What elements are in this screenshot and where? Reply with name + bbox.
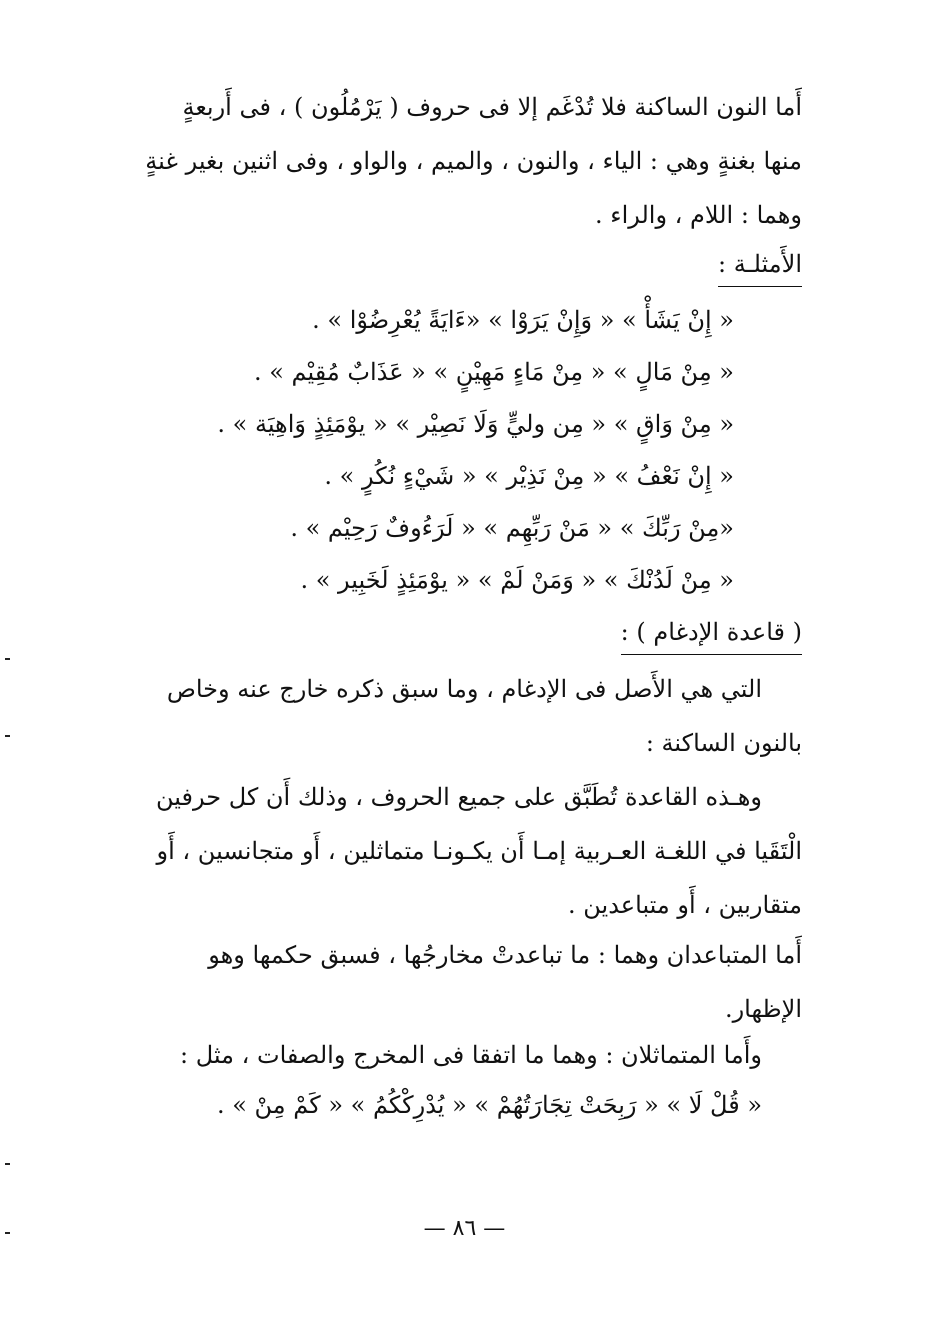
- margin-mark: [5, 735, 10, 737]
- intro-line-2: منها بغنةٍ وهي : الياء ، والنون ، والميم ، والواو ، وفى اثنين بغير غنةٍ: [145, 147, 802, 175]
- distant-paragraph: [117, 928, 802, 1036]
- examples-list: [217, 294, 734, 606]
- example-line-3: « مِنْ وَاقٍ » « مِن وليٍّ وَلَا نَصِيْر » « يوْمَئِذٍ وَاهِيَة » .: [217, 410, 734, 438]
- margin-mark: [5, 658, 10, 660]
- letters-paragraph: [117, 770, 802, 932]
- intro-line-3: وهما : اللام ، والراء .: [595, 201, 802, 229]
- example-line-2: « مِنْ مَالٍ » « مِنْ مَاءٍ مَهِيْنٍ » « عَذَابٌ مُقِيْم » .: [253, 358, 734, 386]
- letters-line-2: الْتَقَيا في اللغـة العـربية إمـا أَن يكـونـا متماثلين ، أَو متجانسين ، أَو: [156, 837, 802, 865]
- intro-paragraph: [117, 80, 802, 242]
- distant-line-1: أَما المتباعدان وهما : ما تباعدتْ مخارجُها ، فسبق حكمها وهو: [208, 941, 802, 969]
- page-number: — ٨٦ —: [423, 1216, 506, 1241]
- identical-line-2: « قُلْ لَا » « رَبِحَتْ تِجَارَتُهُمْ » « يُدْرِكْكُمُ » « كَمْ مِنْ » .: [216, 1091, 762, 1119]
- margin-mark: [5, 1163, 10, 1165]
- distant-line-2: الإظهار.: [724, 995, 802, 1023]
- example-line-5: «مِنْ رَبِّكَ » « مَنْ رَبِّهِم » « لَرَءُوفٌ رَحِيْم » .: [290, 514, 734, 542]
- margin-mark: [5, 1232, 10, 1234]
- example-line-6: « مِنْ لَدُنْكَ » « وَمَنْ لَمْ » « يوْمَئِذٍ لَخَبِير » .: [300, 566, 734, 594]
- rule-paragraph: [117, 662, 802, 770]
- example-line-4: « إِنْ نَعْفُ » « مِنْ نَذِيْر » « شَيْءٍ نُكُرٍ » .: [324, 462, 734, 490]
- letters-line-3: متقاربين ، أَو متباعدين .: [568, 891, 802, 919]
- rule-heading: ( قاعدة الإدغام ) :: [621, 612, 802, 655]
- example-line-1: « إِنْ يَشَأْ » « وَإِنْ يَرَوْا » «ءَايَةً يُعْرِضُوْا » .: [312, 306, 734, 334]
- identical-line-1: وأَما المتماثلان : وهما ما اتفقا فى المخرج والصفات ، مثل :: [180, 1041, 762, 1069]
- identical-paragraph: [117, 1030, 802, 1130]
- rule-line-1: التي هي الأَصل فى الإدغام ، وما سبق ذكره خارج عنه وخاص: [166, 675, 762, 703]
- letters-line-1: وهـذه القاعدة تُطَبَّق على جميع الحروف ، وذلك أَن كل حرفين: [156, 783, 762, 811]
- intro-line-1: أَما النون الساكنة فلا تُدْغَم إلا فى حروف ( يَرْمُلُون ) ، فى أَربعةٍ: [182, 93, 802, 121]
- rule-line-2: بالنون الساكنة :: [645, 729, 802, 757]
- examples-heading: الأَمثلـة :: [718, 244, 802, 287]
